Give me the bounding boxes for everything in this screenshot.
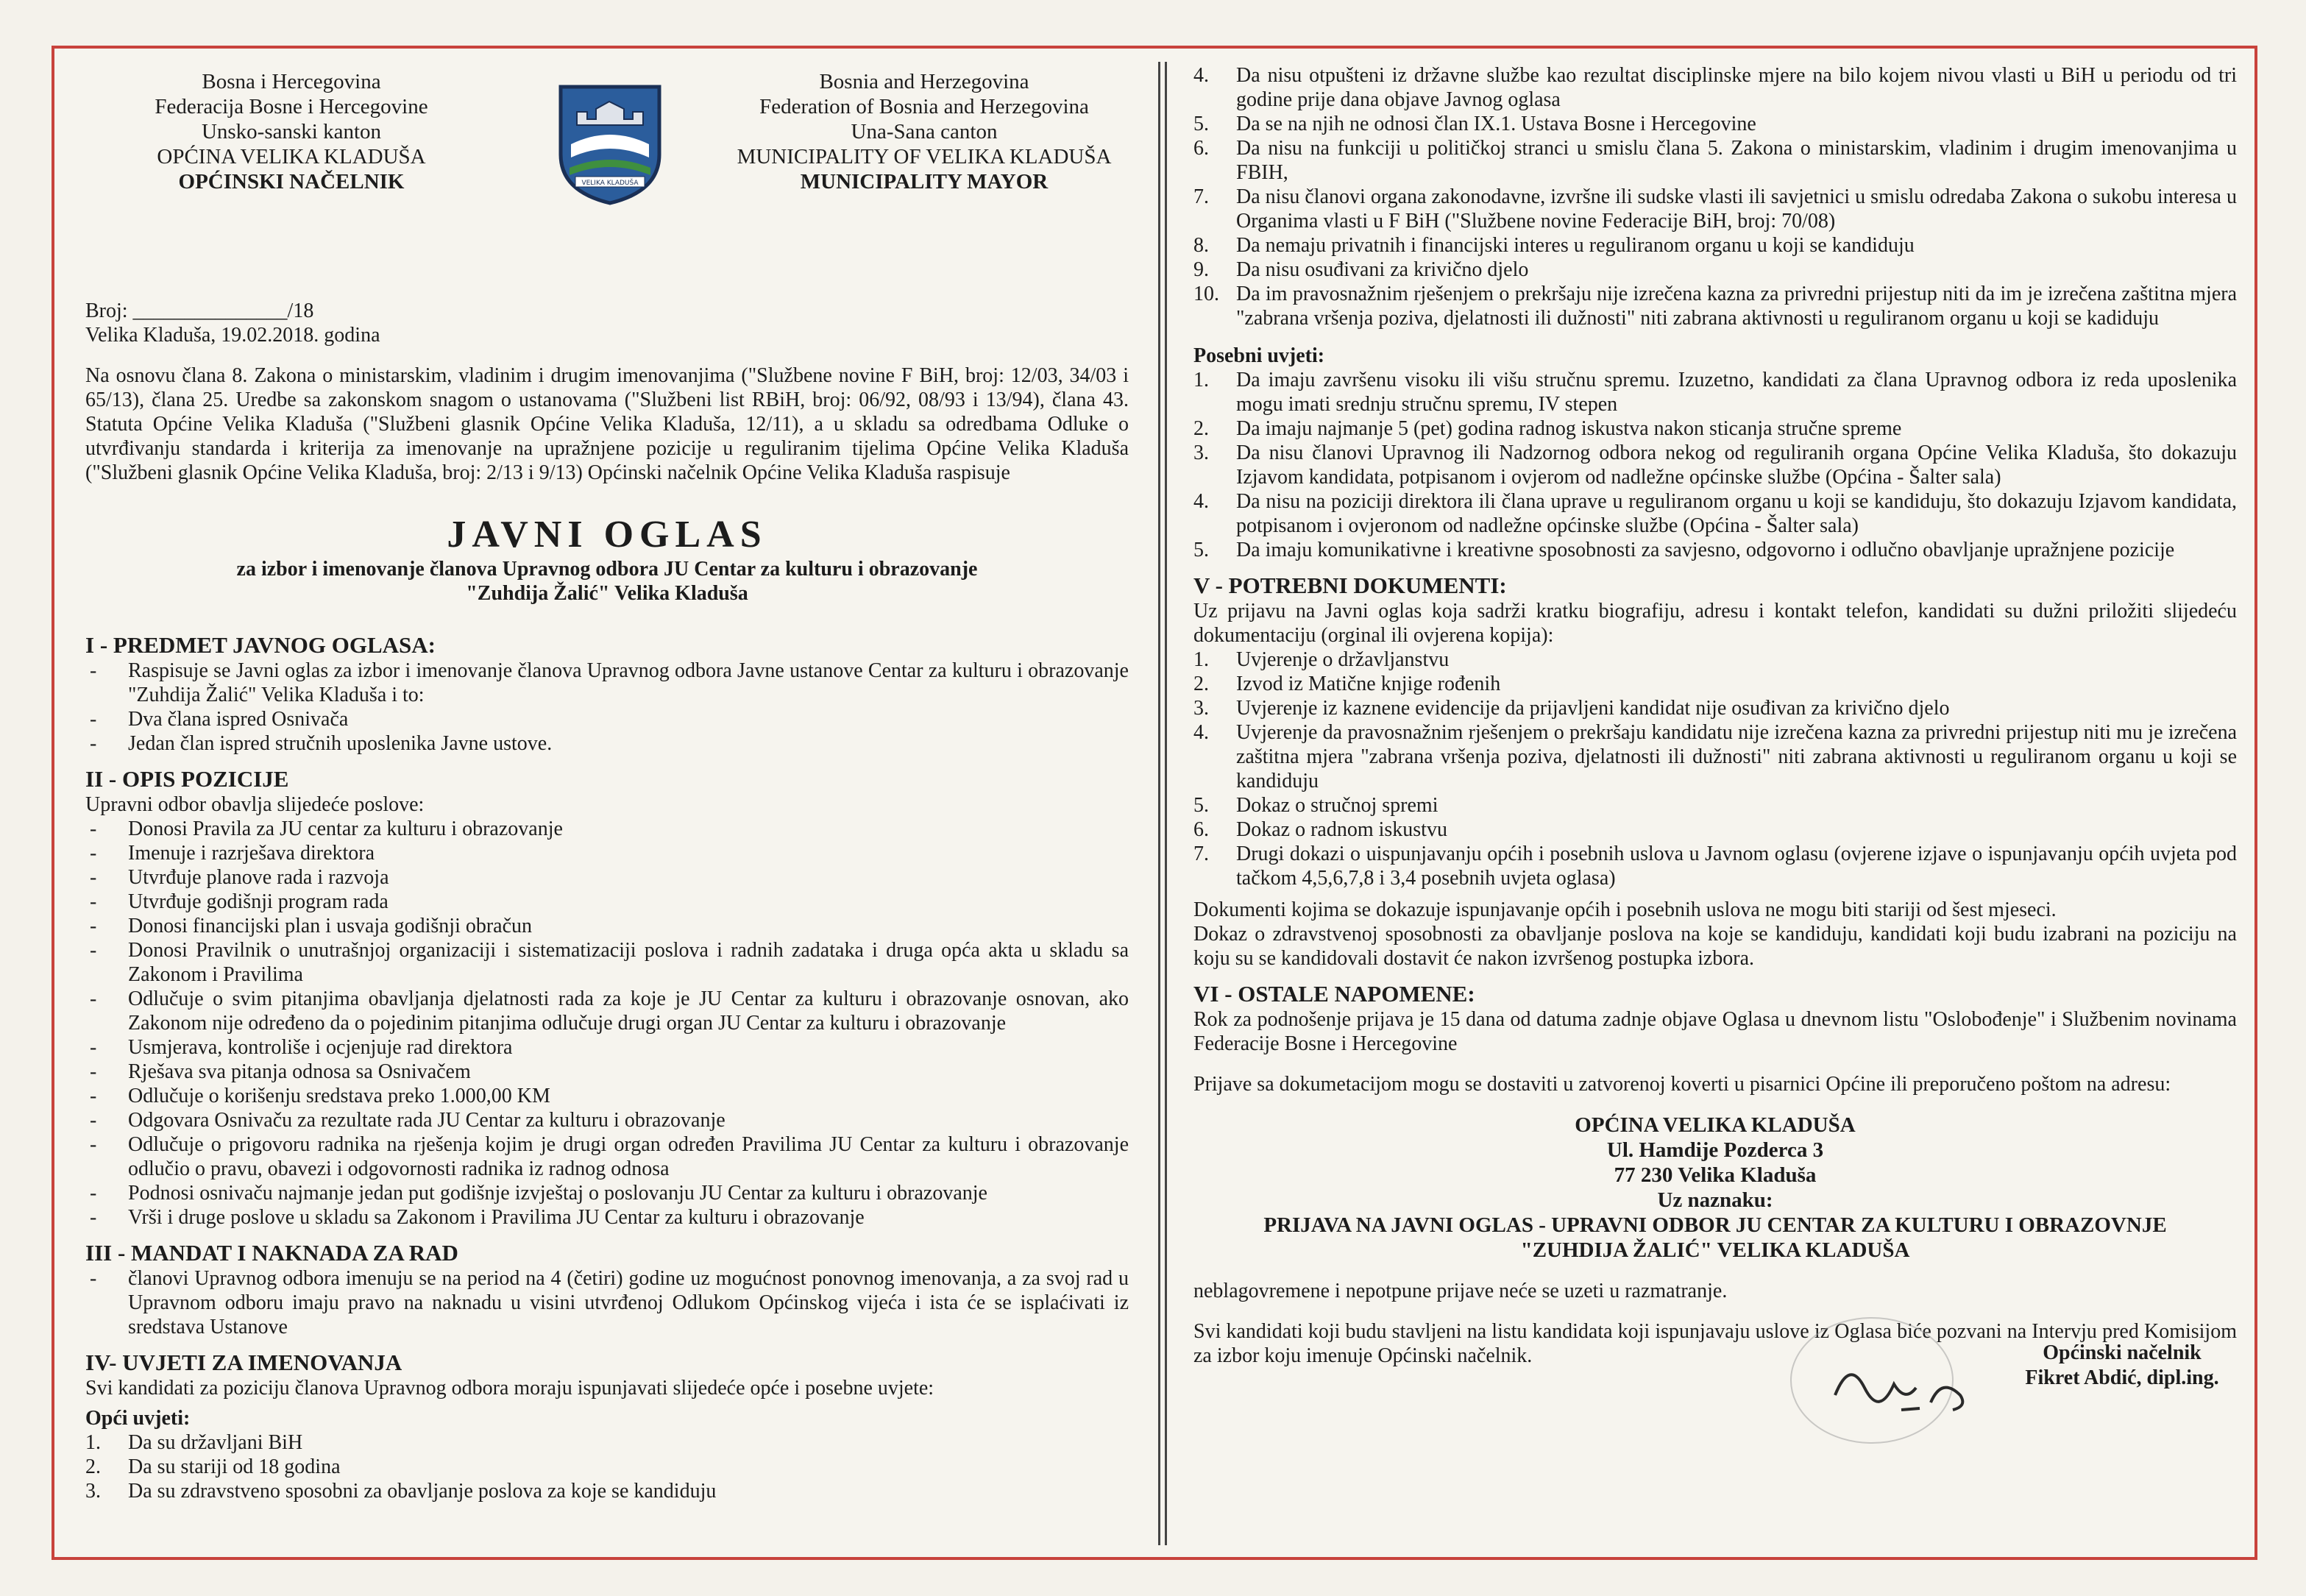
svg-text:VELIKA KLADUŠA: VELIKA KLADUŠA <box>581 180 639 187</box>
submission-text: Prijave sa dokumetacijom mogu se dostaviti u zatvorenoj koverti u pisarnici Općine ili preporučeno poštom na adresu: <box>1193 1073 2171 1096</box>
list-item: - Donosi financijski plan i usvaja godišnji obračun <box>90 915 533 937</box>
section-list <box>85 817 1129 1230</box>
list-item: 2. Da su stariji od 18 godina <box>85 1455 341 1478</box>
list-item: 5. Da se na njih ne odnosi član IX.1. Ustava Bosne i Hercegovine <box>1193 113 1756 135</box>
list-item: 4. Da nisu na poziciji direktora ili člana uprave u reguliranom organu u koji se kandiduju, što dokazuju Izjavom kandidata, potpisanom i ovjeronom od nadležne općinske službe (Općina - Šalter sala) <box>1193 490 2237 537</box>
list-item: - Utvrđuje planove rada i razvoja <box>90 866 389 889</box>
list-item: 10. Da im pravosnažnim rješenjem o prekršaju nije izrečena kazna za privredni prijestup niti da im je izrečena zaštitna mjera "zabrana vršenja poziva, djelatnosti ili dužnosti" niti zabrana aktivnosti u reguliranom organu u koji se kadiduju <box>1193 283 2237 330</box>
documents-note: Dokaz o zdravstvenoj sposobnosti za obavljanje poslova na koje se kandiduju, kandidati koji budu izabrani na poziciju na koju su se kandidovali dostavit će nakon izvršenog postupka izbora. <box>1193 923 2237 970</box>
list-item: - Donosi Pravilnik o unutrašnjoj organizaciji i sistematizaciji poslova i radnih zadataka i druga opća akta u skladu sa Zakonom i Pravilima <box>90 939 1129 986</box>
list-item: - Dva člana ispred Osnivača <box>90 708 349 731</box>
address-line: 77 230 Velika Kladuša <box>1614 1163 1817 1187</box>
letterhead <box>85 59 1129 243</box>
list-item: 1. Da su državljani BiH <box>85 1431 303 1454</box>
special-conditions-list <box>1193 368 2237 562</box>
document-date: Velika Kladuša, 19.02.2018. godina <box>85 324 380 347</box>
signature-block <box>1769 1314 2225 1461</box>
list-item: 1. Uvjerenje o državljanstvu <box>1193 648 1450 671</box>
list-item: 6. Da nisu na funkciji u političkoj stranci u smislu člana 5. Zakona o ministarskim, vladinim i drugim imenovanjima u FBIH, <box>1193 137 2237 184</box>
signatory-role: Općinski načelnik <box>2043 1341 2202 1364</box>
documents-note: Dokumenti kojima se dokazuje ispunjavanje općih i posebnih uslova ne mogu biti stariji od šest mjeseci. <box>1193 898 2057 921</box>
general-conditions-list-continued <box>1193 63 2237 330</box>
column-divider <box>1158 62 1167 1545</box>
header-line: Bosna i Hercegovina <box>202 70 381 93</box>
section-list <box>85 659 1129 756</box>
document-meta <box>85 299 1129 347</box>
right-column <box>1193 63 2237 1368</box>
list-item: - Rješava sva pitanja odnosa sa Osnivačem <box>90 1060 471 1083</box>
header-office: MUNICIPALITY MAYOR <box>800 170 1049 194</box>
address-line: Ul. Hamdije Pozderca 3 <box>1606 1138 1824 1162</box>
address-line: "ZUHDIJA ŽALIĆ" VELIKA KLADUŠA <box>1520 1238 1910 1262</box>
header-line: Unsko-sanski kanton <box>201 120 382 143</box>
list-item: 4. Uvjerenje da pravosnažnim rješenjem o prekršaju kandidatu nije izrečena kazna za privredni prijestup niti mu je izrečena zaštitna mjera "zabrana vršenja poziva, djelatnosti ili dužnosti" niti zabrana aktivnosti u reguliranom organu u koji se kandiduju <box>1193 721 2237 792</box>
header-line: MUNICIPALITY OF VELIKA KLADUŠA <box>737 145 1112 169</box>
section-heading: VI - OSTALE NAPOMENE: <box>1193 981 1475 1007</box>
list-item: 7. Drugi dokazi o uispunjavanju općih i posebnih uslova u Javnom oglasu (ovjerene izjave o ispunjavanju općih uvjeta pod tačkom 4,5,6,7,8 i 3,4 posebnih uvjeta oglasa) <box>1193 843 2237 890</box>
list-item: - Utvrđuje godišnji program rada <box>90 890 389 913</box>
page-subtitle-institution: "Zuhdija Žalić" Velika Kladuša <box>466 582 748 605</box>
section-list <box>85 1266 1129 1339</box>
list-item: 3. Da su zdravstveno sposobni za obavljanje poslova za koje se kandiduju <box>85 1480 717 1503</box>
header-line: Federation of Bosnia and Herzegovina <box>759 95 1089 118</box>
list-item: 3. Da nisu članovi Upravnog ili Nadzornog odbora nekog od reguliranih organa Općine Velika Kladuša, što dokazuju Izjavom kandidata, potpisanom i ovjerom od nadležne općinske službe (Općina - Šalter sala) <box>1193 441 2237 489</box>
mailing-address <box>1193 1113 2237 1263</box>
handwritten-signature-icon <box>1784 1314 2004 1461</box>
list-item: 9. Da nisu osuđivani za krivično djelo <box>1193 258 1529 281</box>
header-line: Bosnia and Herzegovina <box>819 70 1029 93</box>
page-title: JAVNI OGLAS <box>447 514 767 556</box>
rejection-note: neblagovremene i nepotpune prijave neće se uzeti u razmatranje. <box>1193 1280 1728 1302</box>
list-item: - članovi Upravnog odbora imenuju se na period na 4 (četiri) godine uz mogućnost ponovnog imenovanja, a za svoj rad u Upravnom odboru imaju pravo na naknadu u visini utvrđenoj Odlukom Općinskog vijeća i ista će se isplaćivati iz sredstava Ustanove <box>90 1267 1129 1338</box>
list-item: 8. Da nemaju privatnih i financijski interes u reguliranom organu u koji se kandiduju <box>1193 234 1915 257</box>
address-line: PRIJAVA NA JAVNI OGLAS - UPRAVNI ODBOR JU CENTAR ZA KULTURU I OBRAZOVNJE <box>1263 1213 2167 1237</box>
section-heading: III - MANDAT I NAKNADA ZA RAD <box>85 1240 458 1266</box>
signatory-name: Fikret Abdić, dipl.ing. <box>2025 1366 2219 1389</box>
list-item: - Jedan član ispred stručnih uposlenika Javne ustove. <box>90 732 553 755</box>
header-line: Federacija Bosne i Hercegovine <box>155 95 428 118</box>
list-item: - Usmjerava, kontroliše i ocjenjuje rad direktora <box>90 1036 513 1059</box>
subsection-heading: Opći uvjeti: <box>85 1407 191 1430</box>
header-office: OPĆINSKI NAČELNIK <box>178 170 405 194</box>
list-item: - Odlučuje o svim pitanjima obavljanja djelatnosti rada za koje je JU Centar za kulturu i obrazovanje osnovan, ako Zakonom nije određeno da o pojedinim pitanjima odlučuje drugi organ JU Centar za kulturu i obrazovanje <box>90 987 1129 1035</box>
address-line: Uz naznaku: <box>1657 1188 1773 1212</box>
list-item: - Odlučuje o prigovoru radnika na rješenja kojim je drugi organ određen Pravilima JU Centar za kulturu i obrazovanje odlučio o pravu, obavezi i odgovornosti radnika iz radnog odnosa <box>90 1133 1129 1180</box>
municipality-coat-of-arms-icon <box>555 81 665 206</box>
section-intro: Upravni odbor obavlja slijedeće poslove: <box>85 793 425 816</box>
list-item: 3. Uvjerenje iz kaznene evidencije da prijavljeni kandidat nije osuđivan za krivično djelo <box>1193 697 1950 720</box>
list-item: 1. Da imaju završenu visoku ili višu stručnu spremu. Izuzetno, kandidati za člana Upravnog odbora iz reda uposlenika mogu imati srednju stručnu spremu, IV stepen <box>1193 369 2237 416</box>
section-heading: IV- UVJETI ZA IMENOVANJA <box>85 1349 402 1375</box>
signatory <box>2012 1341 2232 1391</box>
list-item: 5. Da imaju komunikativne i kreativne sposobnosti za savjesno, odgovorno i odlučno obavljanje upražnjene pozicije <box>1193 539 2175 561</box>
list-item: 2. Izvod iz Matične knjige rođenih <box>1193 673 1501 695</box>
list-item: - Podnosi osnivaču najmanje jedan put godišnje izvještaj o poslovanju JU Centar za kulturu i obrazovanje <box>90 1182 987 1205</box>
subsection-heading: Posebni uvjeti: <box>1193 344 1325 367</box>
list-item: 4. Da nisu otpušteni iz državne službe kao rezultat disciplinske mjere na bilo kojem nivou vlasti u BiH u periodu od tri godine prije dana objave Javnog oglasa <box>1193 64 2237 111</box>
header-line: OPĆINA VELIKA KLADUŠA <box>157 145 426 169</box>
list-item: - Raspisuje se Javni oglas za izbor i imenovanje članova Upravnog odbora Javne ustanove Centar za kulturu i obrazovanje "Zuhdija Žalić" Velika Kladuša i to: <box>90 659 1129 706</box>
list-item: - Vrši i druge poslove u skladu sa Zakonom i Pravilima JU Centar za kulturu i obrazovanje <box>90 1206 865 1229</box>
legal-intro: Na osnovu člana 8. Zakona o ministarskim, vladinim i drugim imenovanjima ("Službene novine F BiH, broj: 12/03, 34/03 i 65/13), člana 25. Uredbe sa zakonskom snagom o ustanovama ("Službeni list RBiH, broj: 06/92, 08/93 i 13/94), člana 43. Statuta Općine Velika Kladuša ("Službeni glasnik Općine Velika Kladuša, 12/11), a u skladu sa odredbama Odluke o utvrđivanju standarda i kriterija za imenovanje na upražnjene pozicije u reguliranim tijelima Općine Velika Kladuša ("Službeni glasnik Općine Velika Kladuša, broj: 2/13 i 9/13) Općinski načelnik Općine Velika Kladuša raspisuje <box>85 364 1129 484</box>
list-item: 6. Dokaz o radnom iskustvu <box>1193 818 1447 841</box>
list-item: - Odgovara Osnivaču za rezultate rada JU Centar za kulturu i obrazovanje <box>90 1109 725 1132</box>
documents-list <box>1193 648 2237 890</box>
address-line: OPĆINA VELIKA KLADUŠA <box>1575 1113 1856 1137</box>
section-intro: Svi kandidati za poziciju članova Upravnog odbora moraju ispunjavati slijedeće opće i posebne uvjete: <box>85 1377 934 1400</box>
section-intro: Uz prijavu na Javni oglas koja sadrži kratku biografiju, adresu i kontakt telefon, kandidati su dužni priložiti slijedeću dokumentaciju (orginal ili ovjerena kopija): <box>1193 600 2237 647</box>
list-item: - Imenuje i razrješava direktora <box>90 842 375 865</box>
interview-note: Svi kandidati koji budu stavljeni na listu kandidata koji ispunjavaju uslove iz Oglasa biće pozvani na Intervju pred Komisijom za izbor koju imenuje Općinski načelnik. <box>1193 1320 2237 1367</box>
section-heading: V - POTREBNI DOKUMENTI: <box>1193 572 1507 598</box>
list-item: 2. Da imaju najmanje 5 (pet) godina radnog iskustva nakon sticanja stručne spreme <box>1193 417 1902 440</box>
section-heading: I - PREDMET JAVNOG OGLASA: <box>85 632 436 658</box>
header-line: Una-Sana canton <box>851 120 998 143</box>
list-item: - Odlučuje o korišenju sredstava preko 1.000,00 KM <box>90 1085 550 1107</box>
notice-frame <box>52 46 2257 1560</box>
letterhead-bosnian <box>85 69 497 194</box>
page-subtitle: za izbor i imenovanje članova Upravnog odbora JU Centar za kulturu i obrazovanje <box>236 558 978 581</box>
list-item: 7. Da nisu članovi organa zakonodavne, izvršne ili sudske vlasti ili savjetnici u smislu odredaba Zakona o sukobu interesa u Organima vlasti u F BiH ("Službene novine Federacije BiH, broj: 70/08) <box>1193 185 2237 233</box>
general-conditions-list <box>85 1430 1129 1503</box>
document-number: Broj: _______________/18 <box>85 299 314 322</box>
left-column <box>85 59 1129 1503</box>
letterhead-english <box>718 69 1130 194</box>
list-item: - Donosi Pravila za JU centar za kulturu i obrazovanje <box>90 817 563 840</box>
section-heading: II - OPIS POZICIJE <box>85 766 289 792</box>
deadline-text: Rok za podnošenje prijava je 15 dana od datuma zadnje objave Oglasa u dnevnom listu "Oslobođenje" i Službenim novinama Federacije Bosne i Hercegovine <box>1193 1008 2237 1055</box>
list-item: 5. Dokaz o stručnoj spremi <box>1193 794 1438 817</box>
